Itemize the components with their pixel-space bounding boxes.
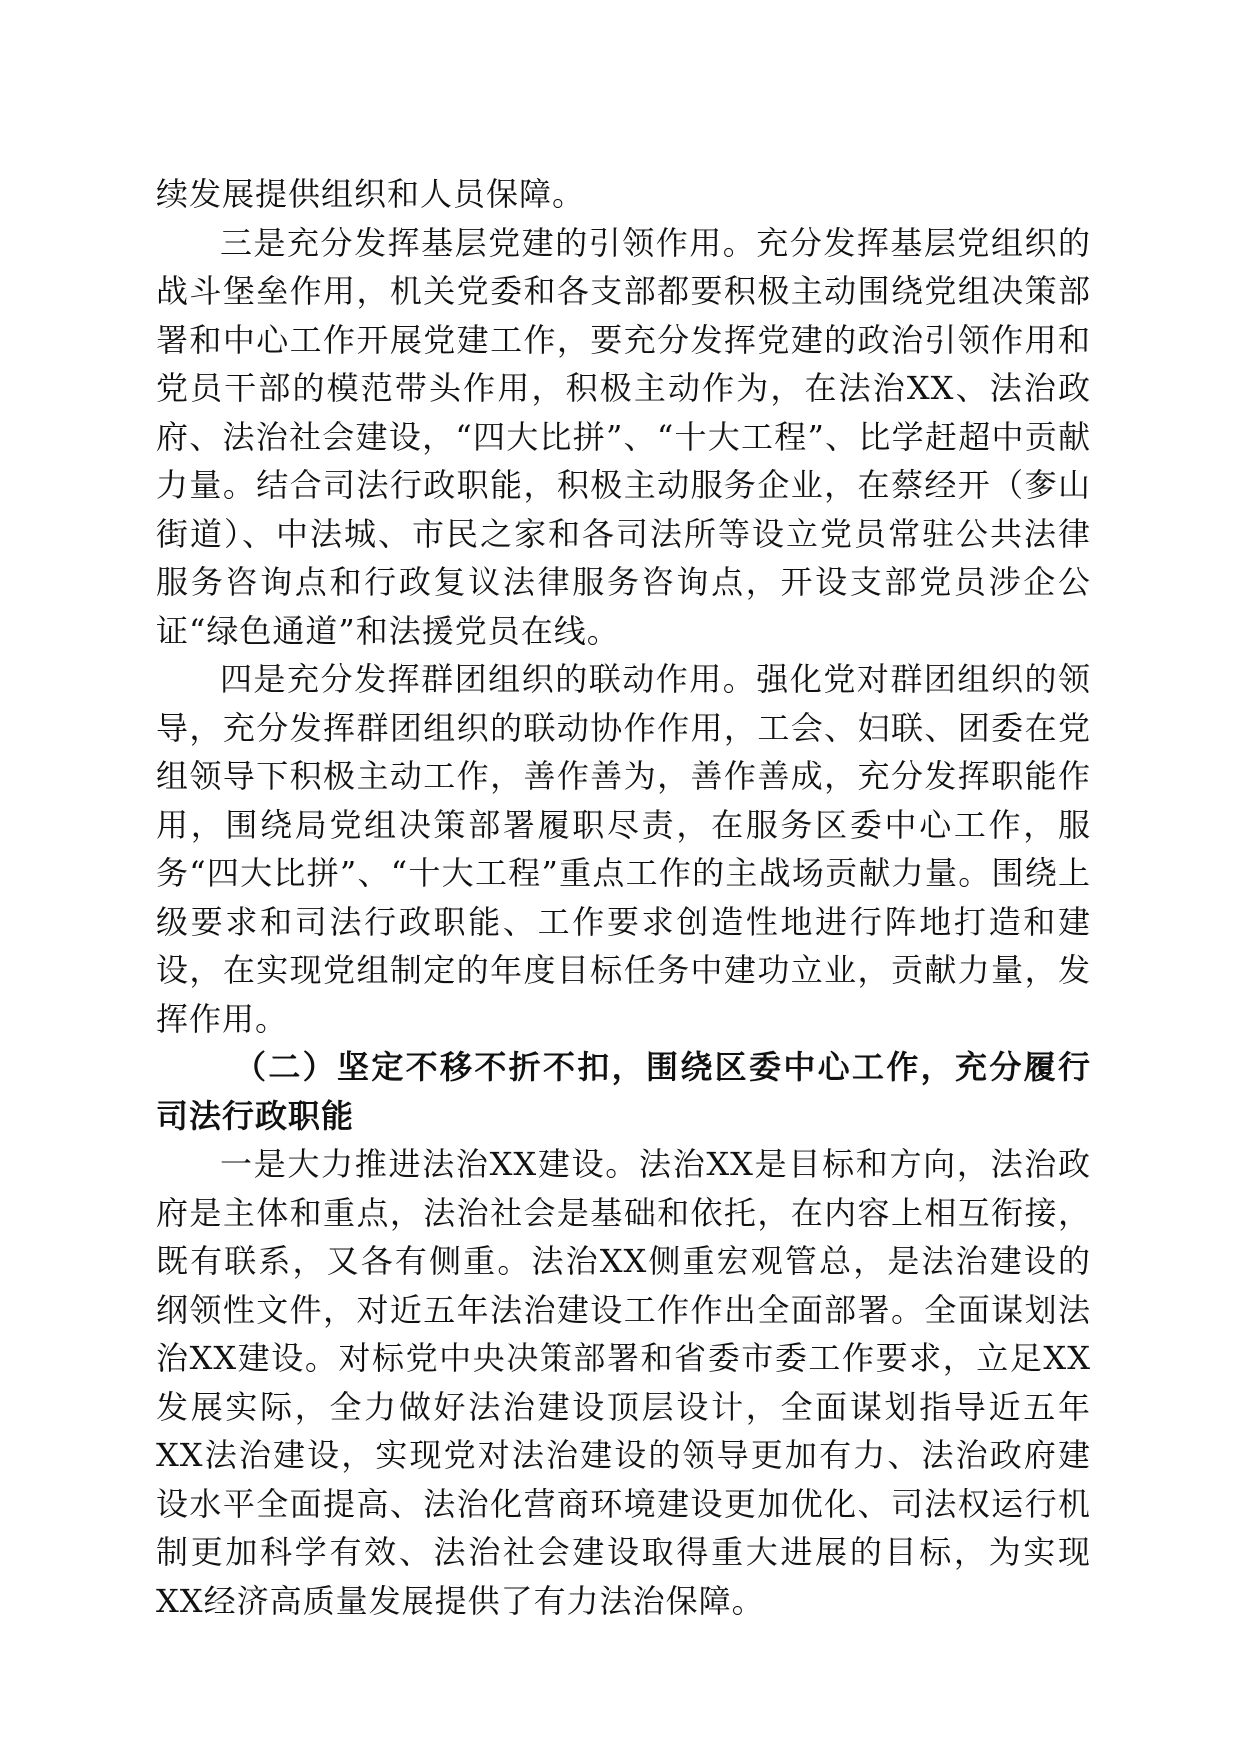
paragraph-continuation: 续发展提供组织和人员保障。 xyxy=(156,175,586,213)
section-heading: （二）坚定不移不折不扣，围绕区委中心工作，充分履行司法行政职能 xyxy=(156,1048,1091,1135)
paragraph-party-building: 三是充分发挥基层党建的引领作用。充分发挥基层党组织的战斗堡垒作用，机关党委和各支部都要积极主动围绕党组决策部署和中心工作开展党建工作，要充分发挥党建的政治引领作用和党员干部的模范带头作用，积极主动作为，在法治XX、法治政府、法治社会建设，“四大比拼”、“十大工程”、比学赶超中贡献力量。结合司法行政职能，积极主动服务企业，在蔡经开（奓山街道）、中法城、市民之家和各司法所等设立党员常驻公共法律服务咨询点和行政复议法律服务咨询点，开设支部党员涉企公证“绿色通道”和法援党员在线。 xyxy=(156,223,1091,650)
document-body xyxy=(156,170,1091,1625)
paragraph-mass-organizations: 四是充分发挥群团组织的联动作用。强化党对群团组织的领导，充分发挥群团组织的联动协作作用，工会、妇联、团委在党组领导下积极主动工作，善作善为，善作善成，充分发挥职能作用，围绕局党组决策部署履职尽责，在服务区委中心工作，服务“四大比拼”、“十大工程”重点工作的主战场贡献力量。围绕上级要求和司法行政职能、工作要求创造性地进行阵地打造和建设，在实现党组制定的年度目标任务中建功立业，贡献力量，发挥作用。 xyxy=(156,660,1091,1038)
paragraph-rule-of-law: 一是大力推进法治XX建设。法治XX是目标和方向，法治政府是主体和重点，法治社会是基础和依托，在内容上相互衔接，既有联系，又各有侧重。法治XX侧重宏观管总，是法治建设的纲领性文件，对近五年法治建设工作作出全面部署。全面谋划法治XX建设。对标党中央决策部署和省委市委工作要求，立足XX发展实际，全力做好法治建设顶层设计，全面谋划指导近五年XX法治建设，实现党对法治建设的领导更加有力、法治政府建设水平全面提高、法治化营商环境建设更加优化、司法权运行机制更加科学有效、法治社会建设取得重大进展的目标，为实现XX经济高质量发展提供了有力法治保障。 xyxy=(156,1145,1091,1620)
